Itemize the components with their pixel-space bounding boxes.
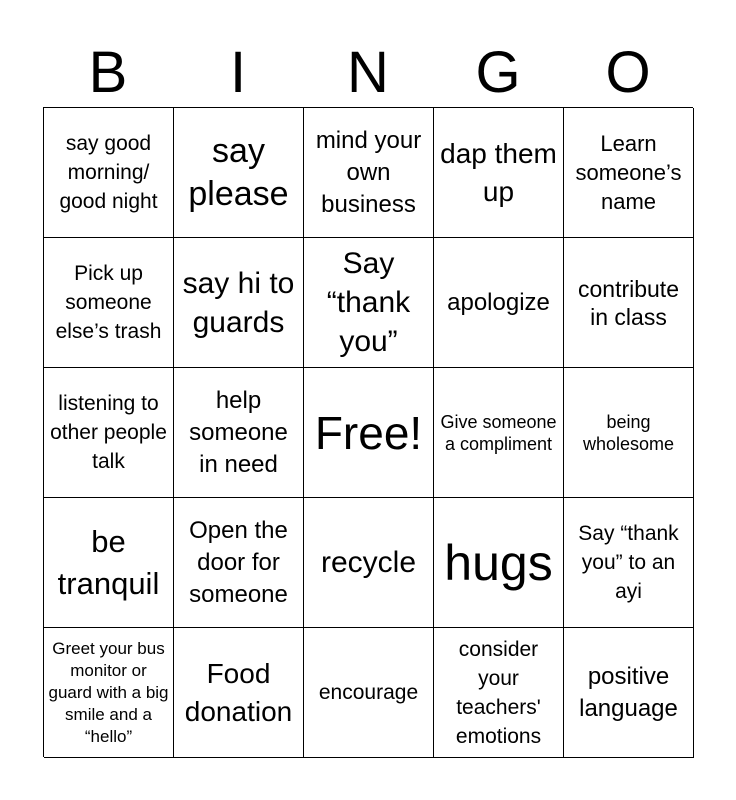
bingo-cell-free[interactable]	[304, 368, 434, 498]
cell-text: Say “thank you” to an ayi	[578, 522, 679, 603]
bingo-cell[interactable]	[564, 238, 694, 368]
bingo-header	[43, 42, 693, 104]
bingo-cell[interactable]	[44, 238, 174, 368]
cell-text: Learn someone’s name	[575, 131, 682, 214]
bingo-cell[interactable]	[174, 238, 304, 368]
cell-text: encourage	[318, 681, 419, 704]
cell-text: contribute in class	[577, 275, 679, 330]
bingo-cell[interactable]	[304, 238, 434, 368]
cell-text: positive language	[579, 662, 678, 722]
bingo-cell[interactable]	[304, 498, 434, 628]
bingo-cell[interactable]	[44, 628, 174, 758]
bingo-cell[interactable]	[44, 108, 174, 238]
cell-text: Open the door for someone	[189, 516, 288, 608]
free-space-text: Free!	[314, 406, 423, 459]
bingo-card-grid	[43, 107, 693, 757]
cell-text: Food donation	[184, 657, 293, 727]
cell-text: dap them up	[440, 137, 557, 207]
cell-text: Pick up someone else’s trash	[55, 262, 162, 343]
cell-text: say please	[188, 131, 289, 213]
cell-text: be tranquil	[57, 523, 160, 601]
bingo-cell[interactable]	[304, 108, 434, 238]
bingo-cell[interactable]	[174, 628, 304, 758]
header-letter-o: O	[605, 40, 651, 105]
cell-text: say hi to guards	[182, 266, 295, 339]
bingo-cell[interactable]	[434, 498, 564, 628]
bingo-cell[interactable]	[304, 628, 434, 758]
cell-text: recycle	[320, 546, 417, 579]
cell-text: being wholesome	[582, 411, 675, 454]
bingo-cell[interactable]	[174, 368, 304, 498]
bingo-cell[interactable]	[174, 108, 304, 238]
bingo-cell[interactable]	[434, 368, 564, 498]
bingo-cell[interactable]	[44, 368, 174, 498]
header-letter-n: N	[347, 40, 389, 105]
bingo-cell[interactable]	[434, 108, 564, 238]
bingo-cell[interactable]	[564, 628, 694, 758]
header-letter-i: I	[229, 40, 247, 105]
bingo-cell[interactable]	[564, 108, 694, 238]
cell-text: apologize	[447, 288, 550, 316]
cell-text: Say “thank you”	[326, 247, 411, 358]
cell-text: hugs	[444, 534, 553, 591]
header-letter-g: G	[475, 40, 521, 105]
bingo-cell[interactable]	[564, 498, 694, 628]
bingo-cell[interactable]	[564, 368, 694, 498]
cell-text: consider your teachers' emotions	[455, 637, 542, 748]
cell-text: mind your own business	[315, 126, 422, 218]
header-letter-b: B	[88, 40, 128, 105]
bingo-cell[interactable]	[174, 498, 304, 628]
cell-text: listening to other people talk	[50, 392, 167, 473]
bingo-cell[interactable]	[44, 498, 174, 628]
bingo-cell[interactable]	[434, 628, 564, 758]
cell-text: say good morning/ good night	[59, 132, 158, 213]
cell-text: Greet your bus monitor or guard with a big smile and a “hello”	[48, 638, 169, 746]
cell-text: help someone in need	[189, 386, 288, 478]
bingo-cell[interactable]	[434, 238, 564, 368]
cell-text: Give someone a compliment	[440, 411, 557, 454]
